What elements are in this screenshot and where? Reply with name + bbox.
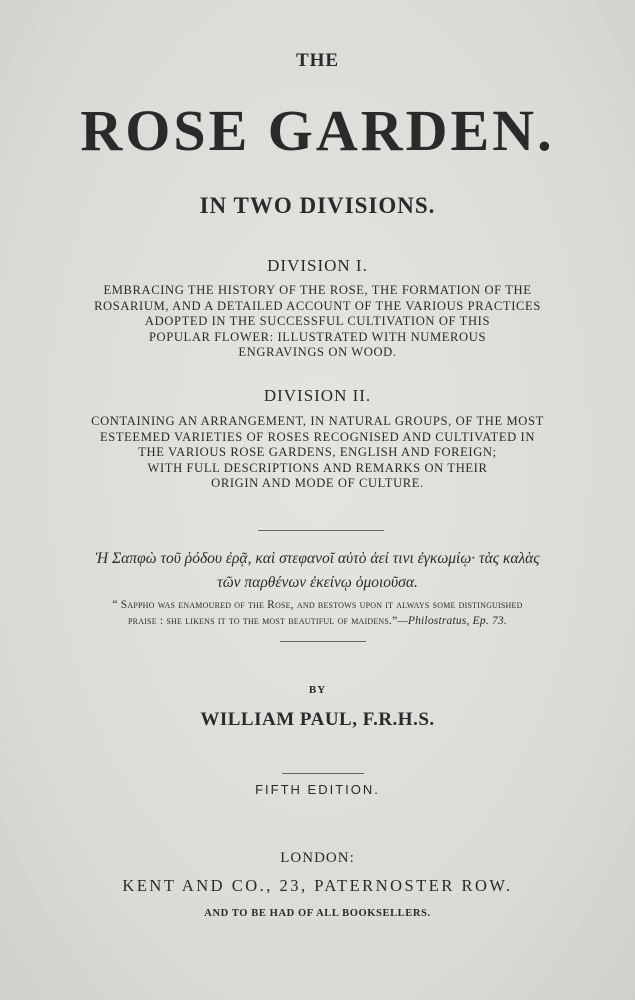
subtitle: IN TWO DIVISIONS. bbox=[199, 193, 436, 218]
author-name: WILLIAM PAUL, F.R.H.S. bbox=[200, 709, 435, 730]
division-2-line: ESTEEMED VARIETIES OF ROSES RECOGNISED AND CULTIVATED IN bbox=[99, 429, 536, 444]
divider-rule bbox=[258, 530, 384, 531]
division-1-description bbox=[0, 283, 635, 361]
edition-label: FIFTH EDITION. bbox=[255, 782, 380, 797]
division-1-line: POPULAR FLOWER: ILLUSTRATED WITH NUMEROUS bbox=[148, 329, 487, 344]
division-2-line: WITH FULL DESCRIPTIONS AND REMARKS ON THEIR bbox=[147, 460, 488, 475]
greek-line: τῶν παρθένων ἐκείνῳ ὁμοιοῦσα. bbox=[217, 574, 418, 591]
imprint-publisher: KENT AND CO., 23, PATERNOSTER ROW. bbox=[122, 876, 513, 895]
division-1-line: EMBRACING THE HISTORY OF THE ROSE, THE FORMATION OF THE bbox=[103, 283, 532, 297]
division-1-line: ENGRAVINGS ON WOOD. bbox=[238, 345, 397, 359]
divider-rule bbox=[282, 773, 364, 774]
division-2-line: THE VARIOUS ROSE GARDENS, ENGLISH AND FOREIGN; bbox=[138, 445, 497, 459]
division-1-line: ROSARIUM, AND A DETAILED ACCOUNT OF THE VARIOUS PRACTICES bbox=[94, 298, 541, 313]
division-1-line: ADOPTED IN THE SUCCESSFUL CULTIVATION OF THIS bbox=[144, 314, 491, 328]
division-2-line: ORIGIN AND MODE OF CULTURE. bbox=[211, 476, 424, 490]
greek-epigraph bbox=[0, 547, 635, 595]
imprint-place: LONDON: bbox=[280, 850, 355, 866]
divider-rule bbox=[280, 641, 366, 642]
translation-source: —Philostratus, Ep. 73. bbox=[397, 614, 507, 627]
epigraph-translation bbox=[0, 598, 635, 629]
division-2-line: CONTAINING AN ARRANGEMENT, IN NATURAL GROUPS, OF THE MOST bbox=[91, 414, 544, 428]
translation-line: “ Sappho was enamoured of the Rose, and bestows upon it always some distinguished bbox=[112, 599, 523, 611]
imprint-note: AND TO BE HAD OF ALL BOOKSELLERS. bbox=[204, 908, 431, 919]
division-1-heading: DIVISION I. bbox=[267, 256, 368, 275]
greek-line: Ἡ Σαπφὼ τοῦ ῥόδου ἐρᾷ, καὶ στεφανοῖ αὐτὸ ἀεί τινι ἐγκωμίῳ· τὰς καλὰς bbox=[95, 550, 540, 567]
translation-line: praise : she likens it to the most beautiful of maidens.” bbox=[128, 614, 398, 627]
division-2-heading: DIVISION II. bbox=[263, 386, 372, 405]
main-title: ROSE GARDEN. bbox=[80, 98, 555, 163]
title-article: THE bbox=[295, 50, 340, 71]
by-label: BY bbox=[308, 684, 327, 696]
division-2-description bbox=[0, 414, 635, 492]
